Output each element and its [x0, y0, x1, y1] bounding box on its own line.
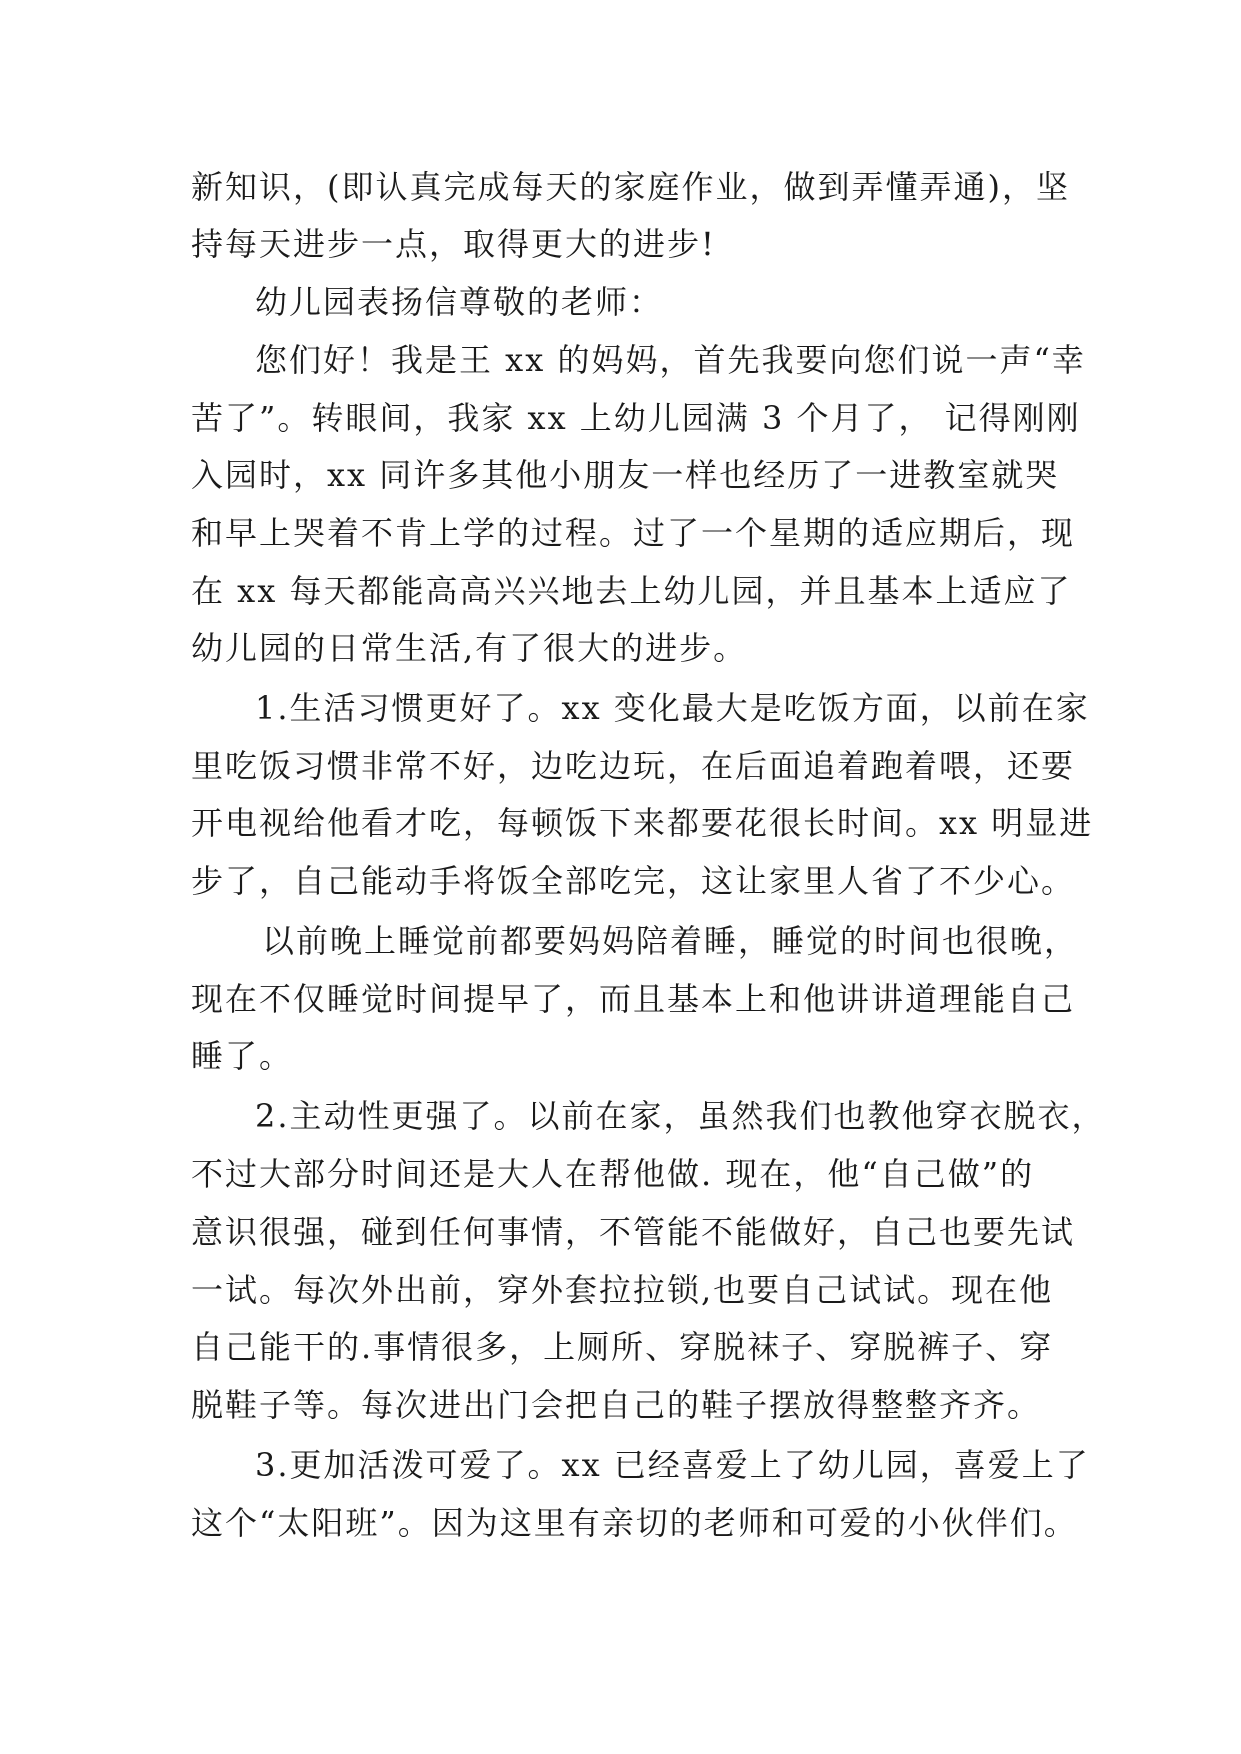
text-line	[0, 1436, 1241, 1494]
line-text: 步了，自己能动手将饭全部吃完，这让家里人省了不少心。	[191, 862, 1076, 900]
line-text: 这个“太阳班”。因为这里有亲切的老师和可爱的小伙伴们。	[191, 1504, 1078, 1542]
line-text: 不过大部分时间还是大人在帮他做. 现在，他“自己做”的	[191, 1155, 1035, 1193]
line-text: 睡了。	[191, 1037, 294, 1075]
text-line	[0, 446, 1241, 504]
line-text: 意识很强，碰到任何事情，不管能不能做好，自己也要先试	[191, 1213, 1076, 1251]
text-line	[0, 215, 1241, 273]
text-line	[0, 331, 1241, 389]
text-line	[0, 1203, 1241, 1261]
text-line	[0, 1318, 1241, 1376]
line-text: 入园时，xx 同许多其他小朋友一样也经历了一进教室就哭	[191, 456, 1060, 494]
text-line	[0, 1027, 1241, 1085]
line-text: 在 xx 每天都能高高兴兴地去上幼儿园，并且基本上适应了	[191, 572, 1072, 610]
text-line	[0, 619, 1241, 677]
line-text: 开电视给他看才吃，每顿饭下来都要花很长时间。xx 明显进	[191, 804, 1094, 842]
line-text: 幼儿园表扬信尊敬的老师：	[255, 283, 664, 321]
text-line	[0, 970, 1241, 1028]
text-line	[0, 158, 1241, 216]
line-text: 以前晚上睡觉前都要妈妈陪着睡，睡觉的时间也很晚，	[262, 922, 1079, 960]
line-text: 您们好！我是王 xx 的妈妈，首先我要向您们说一声“幸	[255, 341, 1086, 379]
line-text: 自己能干的.事情很多，上厕所、穿脱袜子、穿脱裤子、穿	[191, 1328, 1054, 1366]
line-text: 脱鞋子等。每次进出门会把自己的鞋子摆放得整整齐齐。	[191, 1386, 1042, 1424]
line-text: 幼儿园的日常生活,有了很大的进步。	[191, 629, 748, 667]
text-line	[0, 737, 1241, 795]
text-line	[0, 794, 1241, 852]
text-line	[0, 1494, 1241, 1552]
line-text: 苦了”。转眼间，我家 xx 上幼儿园满 3 个月了， 记得刚刚	[191, 399, 1081, 437]
line-text: 持每天进步一点，取得更大的进步!	[191, 225, 716, 263]
text-line	[0, 504, 1241, 562]
text-line	[0, 1376, 1241, 1434]
text-line	[0, 679, 1241, 737]
text-line	[0, 389, 1241, 447]
text-line	[0, 1145, 1241, 1203]
text-line	[0, 912, 1241, 970]
line-text: 2.主动性更强了。以前在家，虽然我们也教他穿衣脱衣，	[255, 1097, 1106, 1135]
text-line	[0, 1261, 1241, 1319]
text-line	[0, 852, 1241, 910]
line-text: 里吃饭习惯非常不好，边吃边玩，在后面追着跑着喂，还要	[191, 747, 1076, 785]
line-text: 3.更加活泼可爱了。xx 已经喜爱上了幼儿园，喜爱上了	[255, 1446, 1090, 1484]
line-text: 新知识，(即认真完成每天的家庭作业，做到弄懂弄通)，坚	[191, 168, 1070, 206]
line-text: 和早上哭着不肯上学的过程。过了一个星期的适应期后，现	[191, 514, 1076, 552]
text-line	[0, 1087, 1241, 1145]
text-line	[0, 273, 1241, 331]
text-line	[0, 562, 1241, 620]
line-text: 一试。每次外出前，穿外套拉拉锁,也要自己试试。现在他	[191, 1271, 1054, 1309]
line-text: 1.生活习惯更好了。xx 变化最大是吃饭方面，以前在家	[255, 689, 1090, 727]
line-text: 现在不仅睡觉时间提早了，而且基本上和他讲讲道理能自己	[191, 980, 1076, 1018]
